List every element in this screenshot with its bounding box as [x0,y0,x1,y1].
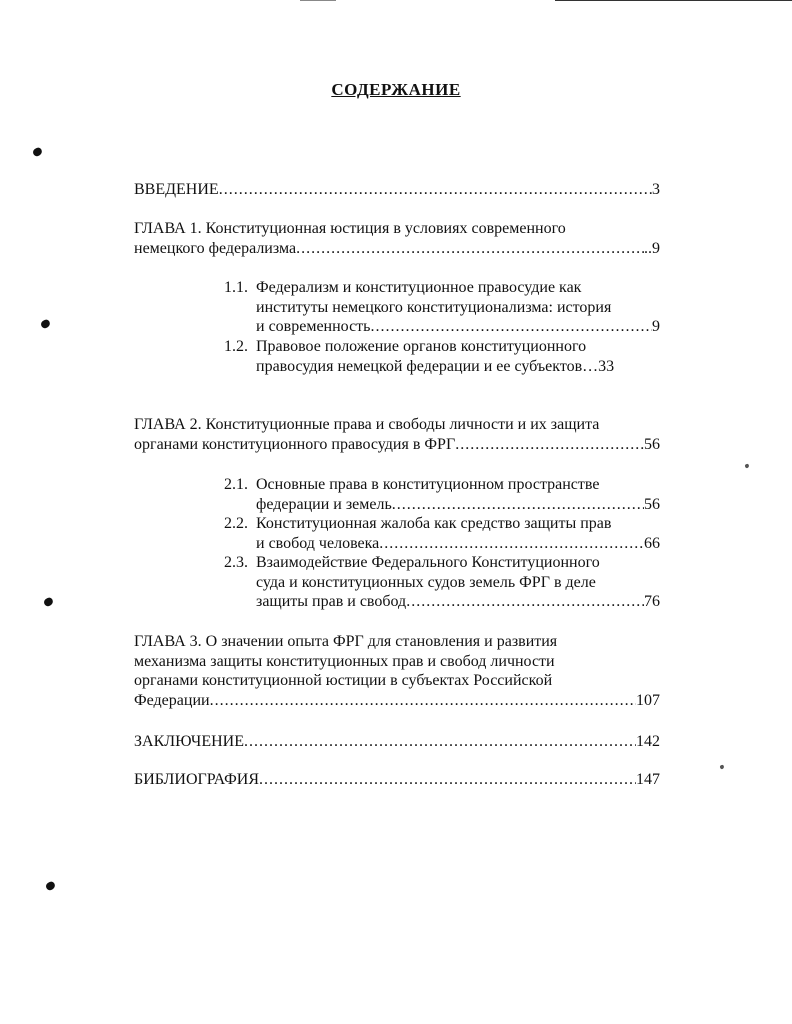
toc-entry-label: ВВЕДЕНИЕ [134,181,219,198]
toc-section-1-2 [224,337,660,376]
toc-page-number: 76 [644,593,660,610]
toc-entry-intro [134,180,660,200]
toc-entry-text: органами конституционного правосудия в ФРГ [134,435,456,453]
scan-speck [43,597,54,608]
dot-leader [296,239,644,259]
dot-leader [379,534,644,554]
toc-page-number: 142 [636,733,660,750]
toc-entry-text: органами конституционной юстиции в субъектах Российской [134,672,553,689]
scan-speck [719,764,724,769]
toc-page-number: 147 [636,771,660,788]
scan-artifact-line [555,0,792,1]
dot-leader [219,180,652,200]
toc-entry-chapter-3 [134,632,660,710]
dot-leader [406,592,644,612]
toc-entry-text: Федерализм и конституционное правосудие как [256,279,582,296]
toc-entry-leader-line [256,317,660,337]
toc-page-number: 3 [652,181,660,198]
toc-page-number: 56 [644,495,660,513]
dot-leader [392,495,644,515]
toc-entry-text: и современность [256,318,371,335]
section-number: 1.2. [224,338,248,355]
toc-entry-text: Конституционная жалоба как средство защиты прав [256,515,612,532]
toc-entry-bibliography [134,770,660,790]
toc-entry-text: правосудия немецкой федерации и ее субъектов…33 [256,357,615,375]
toc-entry-leader-line [134,691,660,711]
toc-page-number: 66 [644,534,660,552]
toc-entry-leader-line [134,239,660,259]
section-number: 1.1. [224,279,248,296]
toc-entry-text: Федерации [134,691,210,709]
toc-entry-leader-line [134,435,660,455]
toc-entry-chapter-1 [134,219,660,258]
toc-entry-text: ГЛАВА 2. Конституционные права и свободы личности и их защита [134,416,600,433]
scan-speck [32,147,43,158]
scan-speck [45,881,56,892]
scan-speck [744,463,749,468]
dot-leader [210,691,636,711]
toc-section-2-2 [224,514,660,553]
toc-entry-conclusion [134,732,660,752]
toc-entry-text: Основные права в конституционном пространстве [256,476,600,493]
toc-page-number: ..9 [644,239,660,257]
dot-leader [455,435,644,455]
section-number: 2.1. [224,476,248,493]
dot-leader [370,317,652,337]
page-title: СОДЕРЖАНИЕ [331,80,461,99]
toc-entry-text: ГЛАВА 3. О значении опыта ФРГ для становления и развития [134,633,558,650]
toc-entry-text: институты немецкого конституционализма: история [256,298,612,316]
toc-entry-text: Правовое положение органов конституционного [256,338,587,355]
toc-section-2-1 [224,475,660,514]
toc-entry-label: БИБЛИОГРАФИЯ [134,771,260,788]
toc-page-number: 107 [636,691,660,709]
dot-leader [244,732,636,752]
toc-entry-text: немецкого федерализма [134,239,297,257]
toc-entry-chapter-2 [134,415,660,454]
toc-section-2-3 [224,553,660,612]
toc-entry-text: суда и конституционных судов земель ФРГ в деле [256,573,596,591]
toc-entry-text: федерации и земель [256,495,392,513]
toc-entry-text: защиты прав и свобод [256,593,407,610]
scan-artifact-line [300,0,336,1]
section-number: 2.3. [224,554,248,571]
toc-entry-text: механизма защиты конституционных прав и свобод личности [134,652,555,670]
toc-entry-leader-line [256,592,660,612]
toc-section-1-1 [224,278,660,337]
toc-entry-leader-line [256,534,660,554]
toc-page-number: 56 [644,435,660,453]
toc-entry-leader-line [256,495,660,515]
toc-entry-text: Взаимодействие Федерального Конституционного [256,554,600,571]
toc-page-number: 9 [652,318,660,335]
toc-entry-text: и свобод человека [256,534,380,552]
toc-entry-text: ГЛАВА 1. Конституционная юстиция в условиях современного [134,220,566,237]
dot-leader [259,770,636,790]
toc-entry-label: ЗАКЛЮЧЕНИЕ [134,733,244,750]
scan-speck [40,319,51,330]
section-number: 2.2. [224,515,248,532]
